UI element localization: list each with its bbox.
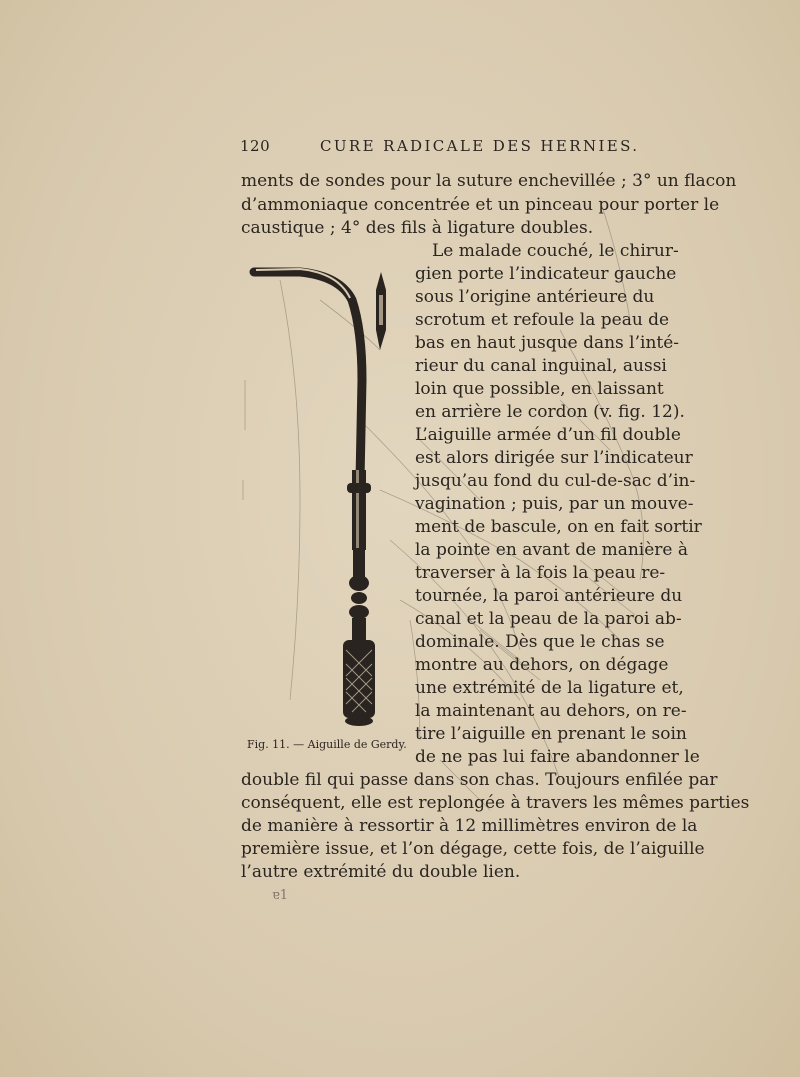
- text-line: l’autre extrémité du double lien.: [241, 862, 521, 882]
- text-line: ments de sondes pour la suture enchevillée ; 3° un flacon: [241, 171, 737, 191]
- text-line: traverser à la fois la peau re-: [415, 563, 666, 583]
- text-line: double fil qui passe dans son chas. Toujours enfilée par: [241, 770, 718, 790]
- text-line: conséquent, elle est replongée à travers les mêmes parties: [241, 793, 750, 813]
- running-header: [240, 137, 644, 157]
- text-line: de manière à ressortir à 12 millimètres environ de la: [241, 816, 698, 836]
- text-line: la pointe en avant de manière à: [415, 540, 689, 560]
- text-line: L’aiguille armée d’un fil double: [415, 425, 681, 445]
- text-line: jusqu’au fond du cul-de-sac d’in-: [415, 471, 696, 491]
- text-line: caustique ; 4° des fils à ligature doubles.: [241, 218, 594, 238]
- text-line: est alors dirigée sur l’indicateur: [415, 448, 693, 468]
- text-line: tournée, la paroi antérieure du: [415, 586, 683, 606]
- text-line: rieur du canal inguinal, aussi: [415, 356, 667, 376]
- figure-caption: Fig. 11. — Aiguille de Gerdy.: [247, 738, 407, 751]
- text-line: bas en haut jusque dans l’inté-: [415, 333, 680, 353]
- text-line: ment de bascule, on en fait sortir: [415, 517, 702, 537]
- footer-mark: ɐ1: [272, 888, 289, 903]
- text-line: dominale. Dès que le chas se: [415, 632, 665, 652]
- text-line: première issue, et l’on dégage, cette fois, de l’aiguille: [241, 839, 705, 859]
- text-line: loin que possible, en laissant: [415, 379, 664, 399]
- text-line: de ne pas lui faire abandonner le: [415, 747, 700, 767]
- text-line: montre au dehors, on dégage: [415, 655, 669, 675]
- text-line: canal et la peau de la paroi ab-: [415, 609, 682, 629]
- text-line: tire l’aiguille en prenant le soin: [415, 724, 687, 744]
- text-line: gien porte l’indicateur gauche: [415, 264, 677, 284]
- text-line: en arrière le cordon (v. fig. 12).: [415, 402, 685, 422]
- text-line: une extrémité de la ligature et,: [415, 678, 684, 698]
- text-line: d’ammoniaque concentrée et un pinceau pour porter le: [241, 195, 720, 215]
- text-line: Le malade couché, le chirur-: [432, 241, 679, 261]
- text-line: la maintenant au dehors, on re-: [415, 701, 687, 721]
- page-number: 120: [240, 137, 271, 155]
- text-line: scrotum et refoule la peau de: [415, 310, 670, 330]
- text-line: sous l’origine antérieure du: [415, 287, 655, 307]
- text-line: vagination ; puis, par un mouve-: [415, 494, 694, 514]
- running-title: CURE RADICALE DES HERNIES.: [320, 137, 640, 155]
